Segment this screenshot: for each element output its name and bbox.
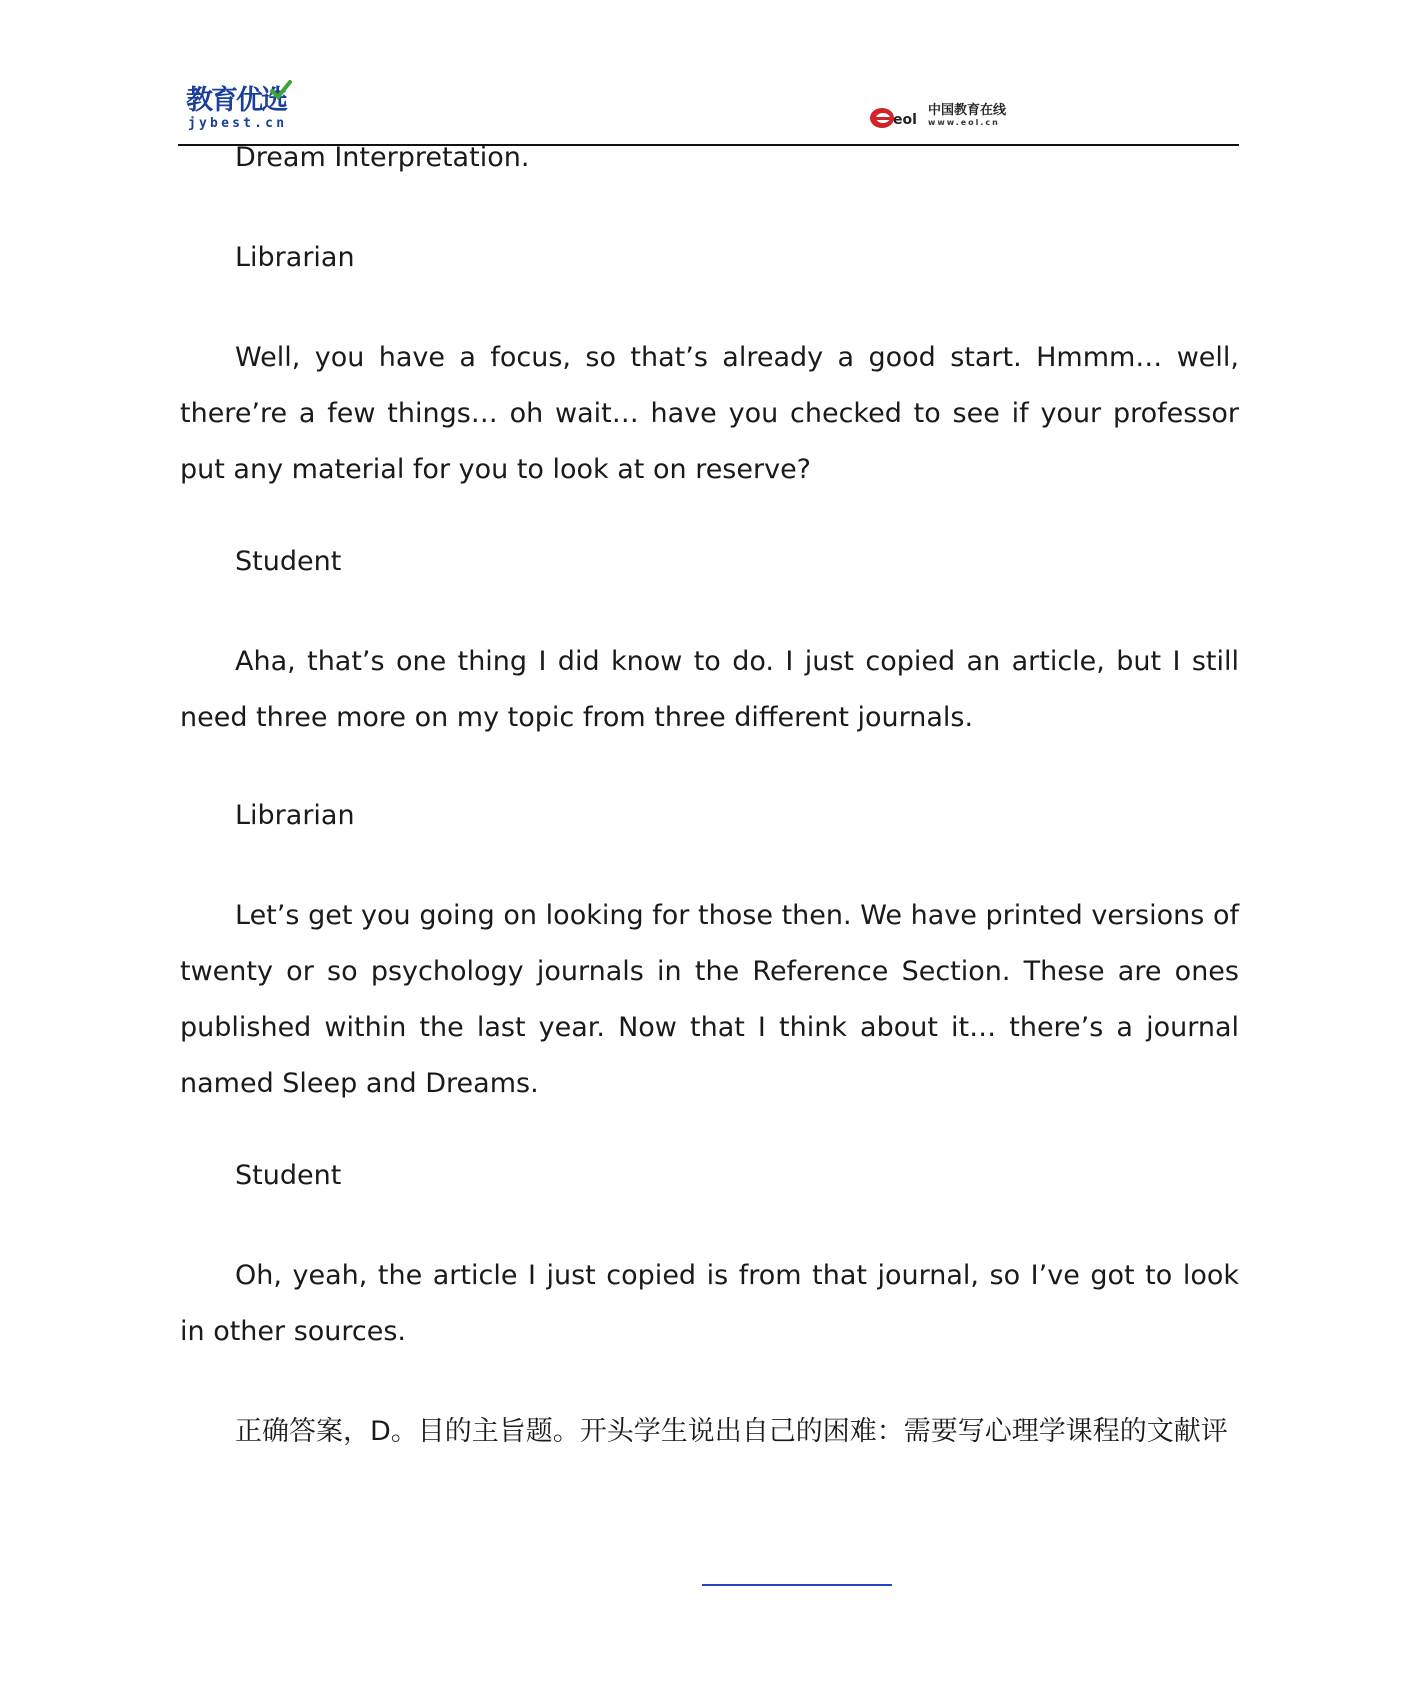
eol-logo-url: www.eol.cn <box>928 118 1000 127</box>
dialogue-paragraph: Let’s get you going on looking for those then. We have printed versions of twenty or so psychology journals in the Reference Section. These are ones published within the last year. Now that I think about it… there’s a journal named Sleep and Dreams. <box>180 900 1239 1099</box>
jybest-logo <box>186 86 316 134</box>
speaker-label: Student <box>235 1160 342 1191</box>
checkmark-icon <box>270 80 292 100</box>
jybest-logo-en: jybest.cn <box>188 116 288 131</box>
speaker-label: Librarian <box>235 800 355 831</box>
dialogue-paragraph: Well, you have a focus, so that’s already a good start. Hmmm… well, there’re a few things… oh wait… have you checked to see if your professor put any material for you to look at on reserve? <box>180 342 1239 485</box>
answer-explanation: 正确答案，D。目的主旨题。开头学生说出自己的困难：需要写心理学课程的文献评 <box>235 1416 1228 1447</box>
dialogue-paragraph: Aha, that’s one thing I did know to do. I just copied an article, but I still need three more on my topic from three different journals. <box>180 646 1239 733</box>
footer-rule <box>702 1584 892 1586</box>
eol-logo-cn: 中国教育在线 <box>928 103 1007 118</box>
eol-mark-text: eol <box>893 112 917 128</box>
eol-mark-icon <box>868 102 926 132</box>
dialogue-paragraph: Oh, yeah, the article I just copied is from that journal, so I’ve got to look in other sources. <box>180 1260 1239 1347</box>
paragraph-continuation: Dream Interpretation. <box>235 142 530 173</box>
jybest-logo-cn-text: 教育优选 <box>186 85 286 116</box>
speaker-label: Librarian <box>235 242 355 273</box>
speaker-label: Student <box>235 546 342 577</box>
